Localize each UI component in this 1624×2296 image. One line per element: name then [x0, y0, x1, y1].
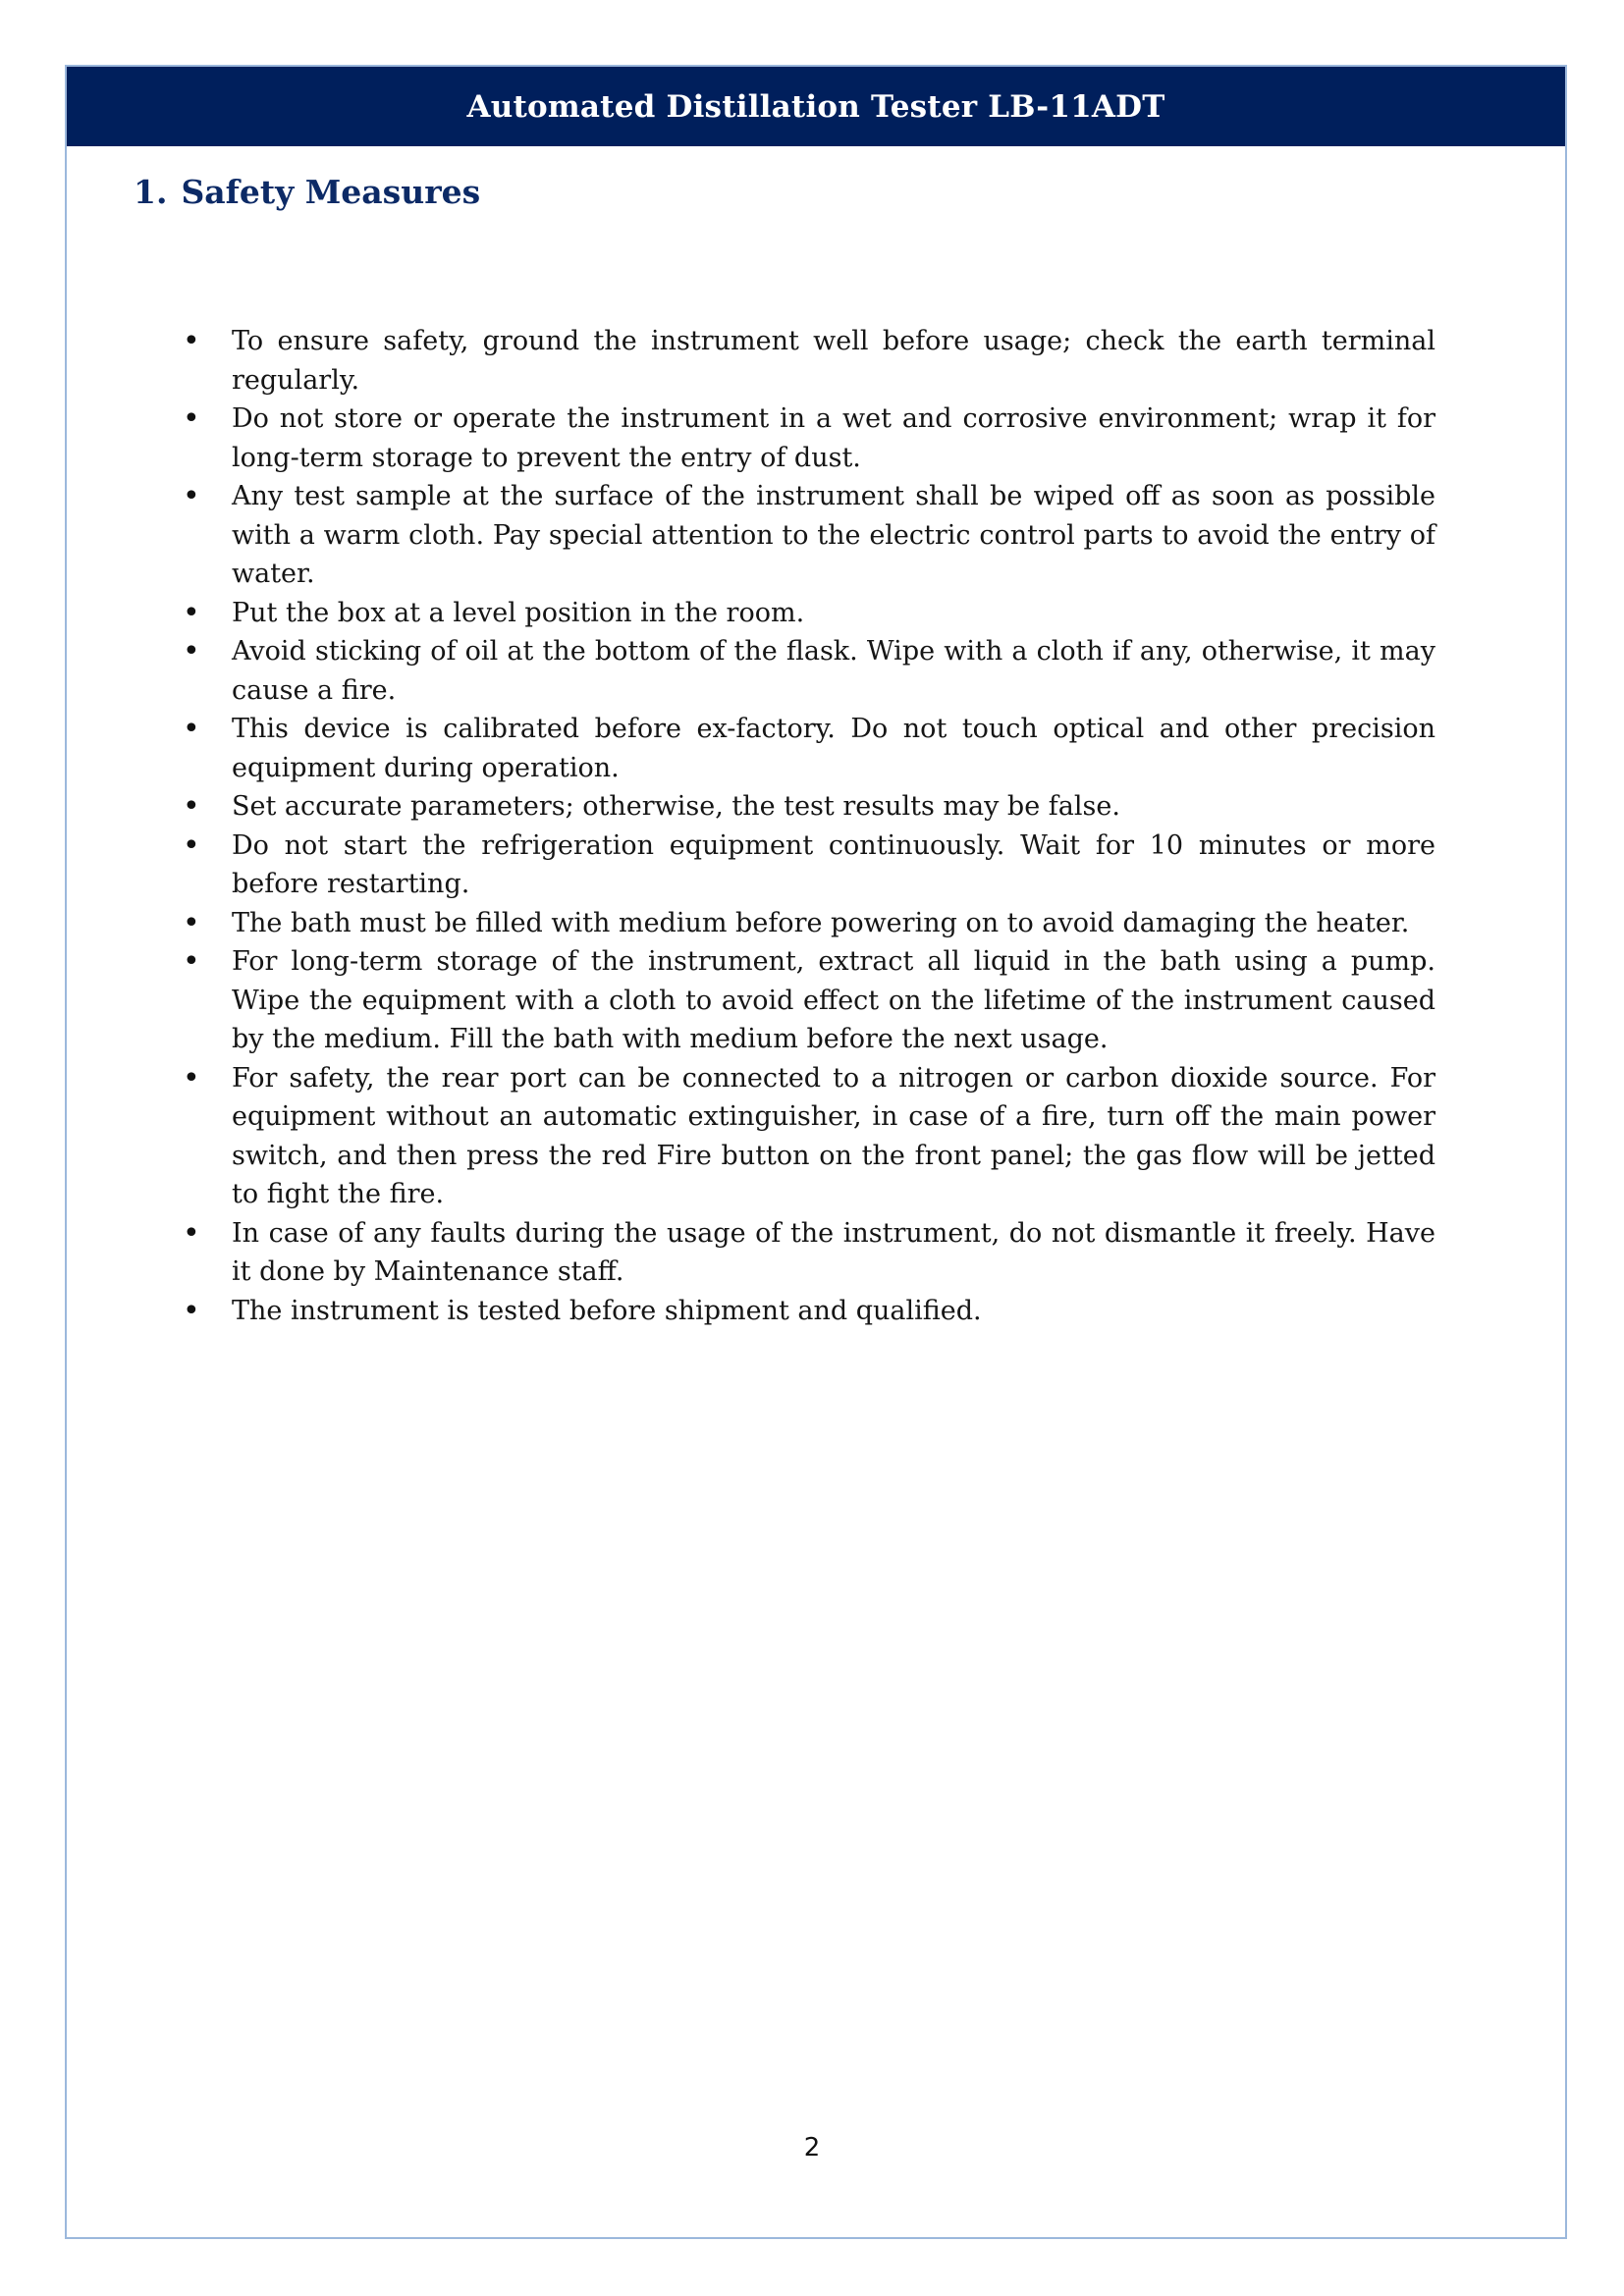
list-item: • The bath must be filled with medium before powering on to avoid damaging the heater.	[232, 904, 1435, 943]
list-item: • Do not store or operate the instrument in a wet and corrosive environment; wrap it for long-term storage to prevent the entry of dust.	[232, 400, 1435, 477]
safety-measures-list	[232, 322, 1435, 1330]
list-item: • This device is calibrated before ex-factory. Do not touch optical and other precision equipment during operation.	[232, 710, 1435, 787]
document-title: Automated Distillation Tester LB-11ADT	[466, 88, 1165, 125]
header-bar	[67, 67, 1565, 146]
list-item: • Do not start the refrigeration equipment continuously. Wait for 10 minutes or more before restarting.	[232, 827, 1435, 904]
list-item: • For safety, the rear port can be connected to a nitrogen or carbon dioxide source. For equipment without an automatic extinguisher, in case of a fire, turn off the main power switch, and then press the red Fire button on the front panel; the gas flow will be jetted to fight the fire.	[232, 1059, 1435, 1214]
list-item: • Avoid sticking of oil at the bottom of the flask. Wipe with a cloth if any, otherwise, it may cause a fire.	[232, 632, 1435, 710]
list-item: • To ensure safety, ground the instrument well before usage; check the earth terminal regularly.	[232, 322, 1435, 400]
list-item: • In case of any faults during the usage of the instrument, do not dismantle it freely. Have it done by Maintenance staff.	[232, 1214, 1435, 1292]
section-title: Safety Measures	[181, 173, 481, 211]
list-item: • Set accurate parameters; otherwise, the test results may be false.	[232, 787, 1435, 827]
section-heading	[134, 173, 480, 211]
page-number: 2	[803, 2133, 821, 2163]
list-item: • The instrument is tested before shipment and qualified.	[232, 1292, 1435, 1331]
list-item: • Any test sample at the surface of the instrument shall be wiped off as soon as possible with a warm cloth. Pay special attention to the electric control parts to avoid the entry of water.	[232, 477, 1435, 594]
list-item: • For long-term storage of the instrument, extract all liquid in the bath using a pump. Wipe the equipment with a cloth to avoid effect on the lifetime of the instrument caused by the medium. Fill the bath with medium before the next usage.	[232, 942, 1435, 1059]
section-number: 1.	[134, 173, 168, 211]
list-item: • Put the box at a level position in the room.	[232, 594, 1435, 633]
